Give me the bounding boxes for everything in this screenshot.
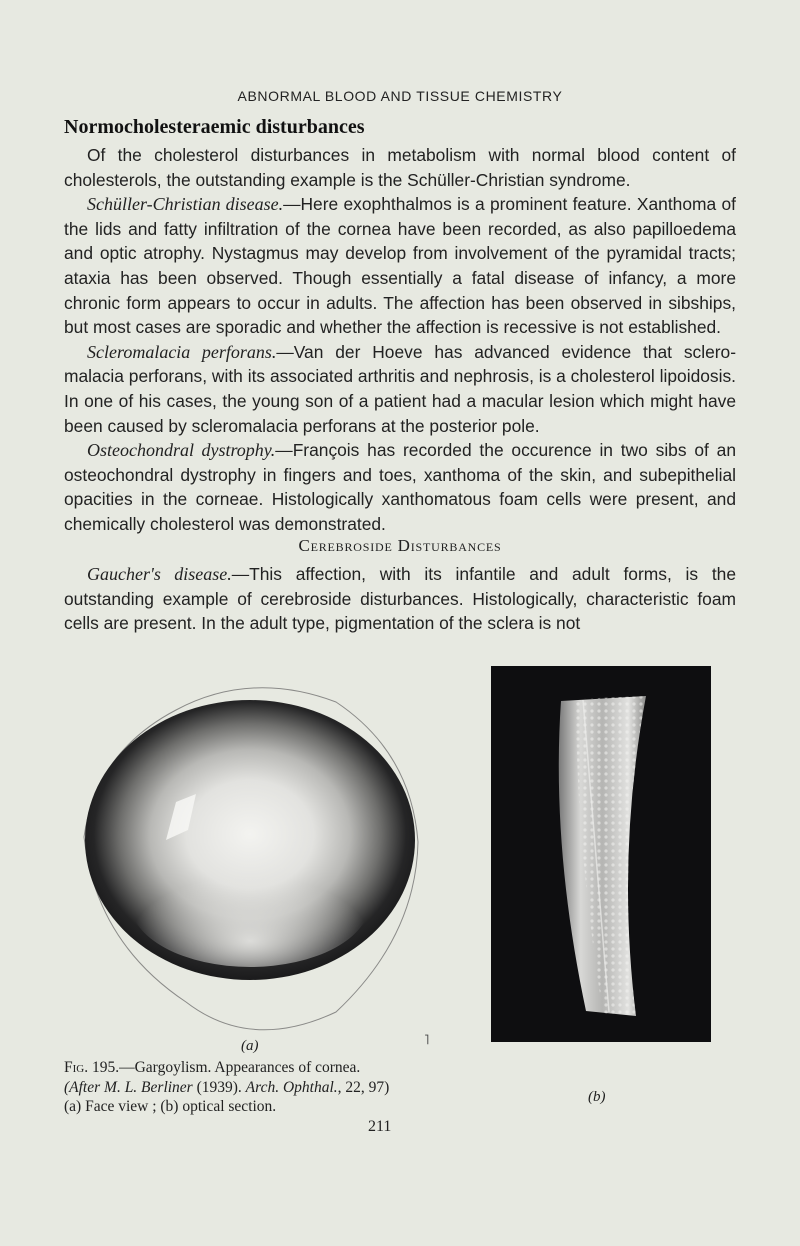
running-head: ABNORMAL BLOOD AND TISSUE CHEMISTRY	[237, 88, 563, 104]
page-number: 211	[368, 1118, 392, 1135]
paragraph-lead: Osteochondral dystrophy.	[87, 440, 276, 461]
body-text-block-1	[64, 143, 736, 537]
paragraph: Gaucher's disease.—This affection, with its infantile and adult forms, is the outstanding example of cerebroside disturbances. Histologically, characteristic foam cells are present. In the adult type, pigmentation of the sclera is not	[64, 564, 737, 634]
cornea-face-view-figure	[66, 672, 436, 1032]
paragraph-lead: Scleromalacia perforans.	[87, 341, 277, 362]
paragraph: Of the cholesterol disturbances in metabolism with normal blood content of cholesterols, the outstanding example is the Schüller-Christian syndrome.	[64, 145, 736, 190]
figure-label-a: (a)	[241, 1038, 259, 1054]
paragraph-lead: Schüller-Christian disease.	[87, 194, 284, 215]
optical-section-figure	[491, 666, 711, 1042]
figure-label-b: (b)	[588, 1089, 606, 1105]
paragraph: Osteochondral dystrophy.—François has recorded the occurence in two sibs of an osteochondral dystrophy in fingers and toes, xanthoma of the skin, and subepithelial opacities in the corneae. Histologically xanthomatous foam cells were present, and chemically cholesterol was demonstrated.	[64, 440, 736, 534]
subheading: Cerebroside Disturbances	[298, 536, 502, 555]
paragraph-lead: Gaucher's disease.	[87, 564, 232, 584]
figure-caption: Fig. 195.—Gargoylism. Appearances of cornea. (After M. L. Berliner (1939). Arch. Ophthal., 22, 97) (a) Face view ; (b) optical section.	[64, 1059, 390, 1115]
paragraph: Scleromalacia perforans.—Van der Hoeve has advanced evidence that sclero-malacia perforans, with its associated arthritis and nephrosis, is a cholesterol lipoidosis. In one of his cases, the young son of a patient had a macular lesion which might have been caused by scleromalacia perforans at the posterior pole.	[64, 341, 737, 436]
body-text-block-2	[64, 562, 736, 636]
crop-mark: ˥	[424, 1031, 430, 1047]
optical-section-image	[491, 666, 711, 1042]
section-heading: Normocholesteraemic disturbances	[64, 116, 365, 138]
paragraph: Schüller-Christian disease.—Here exophthalmos is a prominent feature. Xanthoma of the lids and fatty infiltration of the cornea have been recorded, as also papilloedema and optic atrophy. Nystagmus may develop from involvement of the pyramidal tracts; ataxia has been observed. Though essentially a fatal disease of infancy, a more chronic form appears to occur in adults. The affection has been observed in sibships, but most cases are sporadic and whether the affection is recessive is not established.	[64, 194, 736, 338]
